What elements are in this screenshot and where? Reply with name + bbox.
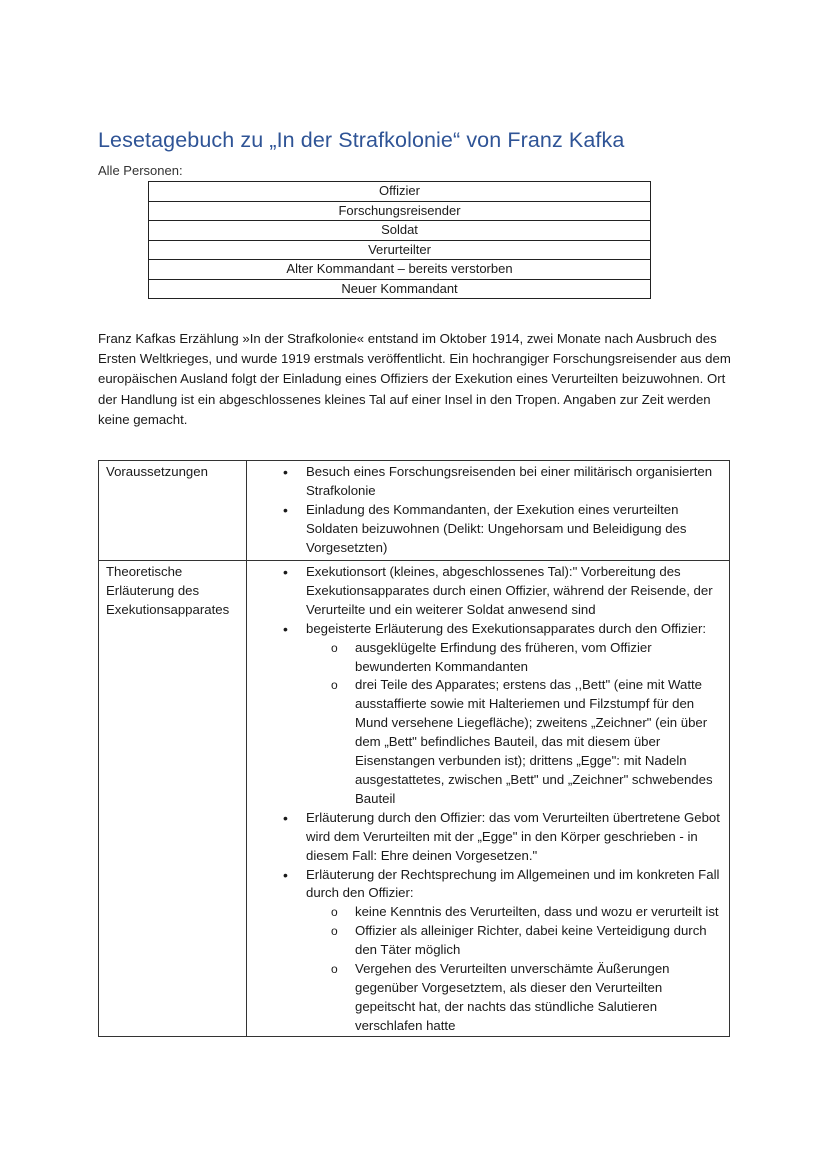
bullet-item: • Erläuterung durch den Offizier: das vom Verurteilten übertretene Gebot wird dem Verurteilten mit der „Egge" in den Körper geschrieben - in diesem Fall: Ehre deinen Vorgesetzen." [247, 809, 723, 866]
table-row [149, 221, 651, 241]
person-cell: Offizier [149, 182, 651, 202]
person-cell: Soldat [149, 221, 651, 241]
table-row [149, 279, 651, 299]
sub-bullet-list [306, 639, 723, 809]
document-title: Lesetagebuch zu „In der Strafkolonie“ von Franz Kafka [98, 128, 625, 153]
persons-label: Alle Personen: [98, 163, 183, 178]
sub-bullet-item: o drei Teile des Apparates; erstens das ,,Bett" (eine mit Watte ausstaffierte sowie mit Halteriemen und Filzstumpf für den Mund versehene Liegefläche); zweitens „Zeichner" (ein über dem „Bett" befindliches Bauteil, das mit diesem über Eisenstangen verbunden ist); drittens „Egge": mit Nadeln ausgestattetes, zwischen „Bett" und „Zeichner" schwebendes Bauteil [306, 676, 723, 808]
sub-bullet-item: o Offizier als alleiniger Richter, dabei keine Verteidigung durch den Täter möglich [306, 922, 723, 960]
intro-paragraph-block [98, 329, 738, 430]
table-row [149, 201, 651, 221]
bullet-list [247, 463, 723, 558]
table-row [149, 182, 651, 202]
row-content [247, 461, 730, 561]
sub-bullet-item: o Vergehen des Verurteilten unverschämte Äußerungen gegenüber Vorgesetztem, als dieser den Verurteilten gepeitscht hat, der nachts das stündliche Salutieren verschlafen hatte [306, 960, 723, 1036]
table-row [149, 260, 651, 280]
table-row [99, 461, 730, 561]
person-cell: Verurteilter [149, 240, 651, 260]
person-cell: Neuer Kommandant [149, 279, 651, 299]
sub-bullet-item: o keine Kenntnis des Verurteilten, dass und wozu er verurteilt ist [306, 903, 723, 922]
analysis-table [98, 460, 730, 1037]
table-row [99, 561, 730, 1037]
sub-bullet-item: o ausgeklügelte Erfindung des früheren, vom Offizier bewunderten Kommandanten [306, 639, 723, 677]
row-label: Voraussetzungen [99, 461, 247, 561]
person-cell: Forschungsreisender [149, 201, 651, 221]
bullet-text: begeisterte Erläuterung des Exekutionsapparates durch den Offizier: [306, 620, 707, 636]
table-row [149, 240, 651, 260]
bullet-item: • Einladung des Kommandanten, der Exekution eines verurteilten Soldaten beizuwohnen (Delikt: Ungehorsam und Beleidigung des Vorgesetzten) [247, 501, 723, 558]
row-label: Theoretische Erläuterung des Exekutionsapparates [99, 561, 247, 1037]
intro-paragraph: Franz Kafkas Erzählung »In der Strafkolonie« entstand im Oktober 1914, zwei Monate nach Ausbruch des Ersten Weltkrieges, und wurde 1919 erstmals veröffentlicht. Ein hochrangiger Forschungsreisender aus dem europäischen Ausland folgt der Einladung eines Offiziers der Exekution eines Verurteilten beizuwohnen. Ort der Handlung ist ein abgeschlossenes kleines Tal auf einer Insel in den Tropen. Angaben zur Zeit werden keine gemacht. [98, 331, 731, 427]
bullet-text: Erläuterung der Rechtsprechung im Allgemeinen und im konkreten Fall durch den Offizier: [306, 866, 720, 901]
bullet-item [247, 866, 723, 1036]
row-content [247, 561, 730, 1037]
persons-table [148, 181, 651, 299]
bullet-list [247, 563, 723, 1036]
person-cell: Alter Kommandant – bereits verstorben [149, 260, 651, 280]
bullet-item [247, 620, 723, 809]
sub-bullet-list [306, 903, 723, 1035]
bullet-item: • Besuch eines Forschungsreisenden bei einer militärisch organisierten Strafkolonie [247, 463, 723, 501]
bullet-item: • Exekutionsort (kleines, abgeschlossenes Tal):" Vorbereitung des Exekutionsapparates durch einen Offizier, während der Reisende, der Verurteilte und ein weiterer Soldat anwesend sind [247, 563, 723, 620]
